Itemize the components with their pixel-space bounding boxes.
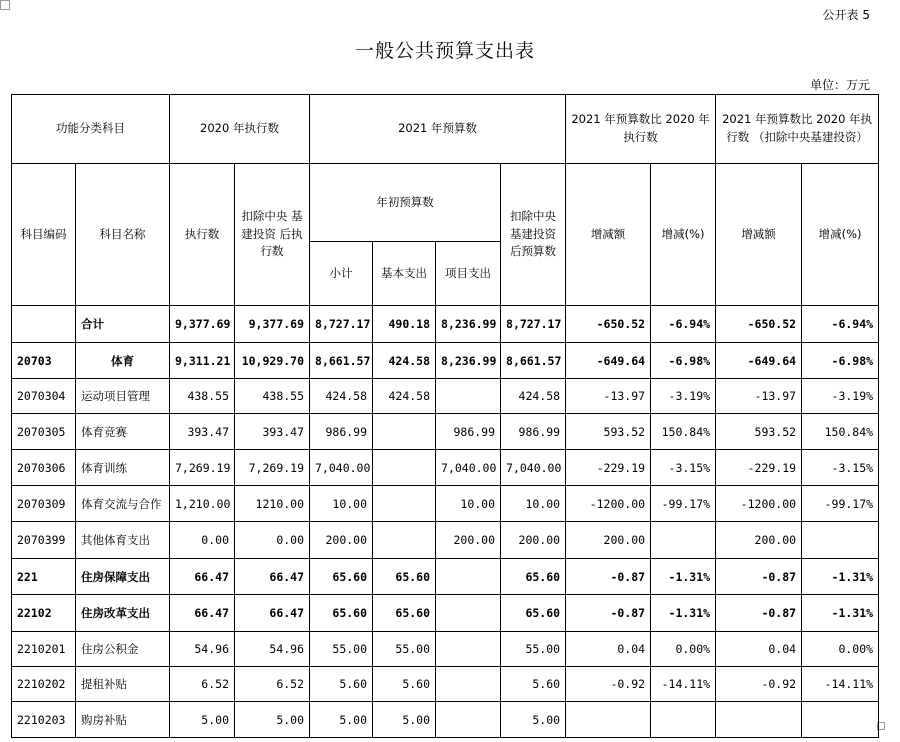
cell-change-percent: -6.94%	[651, 306, 716, 343]
cell-budget-excl: 424.58	[501, 379, 566, 414]
cell-change-percent-2	[802, 702, 879, 738]
header-compare-exec: 2021 年预算数比 2020 年执行数	[566, 95, 716, 164]
cell-change-amount: -650.52	[566, 306, 651, 343]
cell-project: 986.99	[436, 414, 501, 450]
cell-exec-excl: 9,377.69	[235, 306, 310, 343]
table-row	[12, 595, 879, 632]
cell-basic	[373, 486, 436, 522]
cell-code: 2070305	[12, 414, 76, 450]
cell-budget-excl: 55.00	[501, 632, 566, 667]
cell-change-amount-2: -649.64	[716, 343, 802, 379]
cell-name: 体育竞赛	[76, 414, 170, 450]
cell-change-amount-2: -229.19	[716, 450, 802, 486]
cell-budget-excl: 5.00	[501, 702, 566, 738]
cell-basic: 5.60	[373, 667, 436, 702]
cell-name: 住房改革支出	[76, 595, 170, 632]
cell-change-amount: 593.52	[566, 414, 651, 450]
cell-change-percent: 150.84%	[651, 414, 716, 450]
cell-budget-excl: 10.00	[501, 486, 566, 522]
cell-subtotal: 200.00	[310, 522, 373, 559]
cell-budget-excl: 7,040.00	[501, 450, 566, 486]
cell-code: 2210201	[12, 632, 76, 667]
cell-name: 其他体育支出	[76, 522, 170, 559]
cell-exec: 438.55	[170, 379, 235, 414]
cell-change-amount-2: 200.00	[716, 522, 802, 559]
table-row	[12, 702, 879, 738]
cell-basic: 490.18	[373, 306, 436, 343]
cell-project: 10.00	[436, 486, 501, 522]
cell-budget-excl: 8,661.57	[501, 343, 566, 379]
cell-exec-excl: 0.00	[235, 522, 310, 559]
cell-exec: 0.00	[170, 522, 235, 559]
budget-table	[11, 94, 879, 738]
cell-subtotal: 986.99	[310, 414, 373, 450]
header-name: 科目名称	[76, 164, 170, 306]
cell-exec: 66.47	[170, 559, 235, 595]
cell-exec: 5.00	[170, 702, 235, 738]
table-row	[12, 486, 879, 522]
cell-exec-excl: 54.96	[235, 632, 310, 667]
header-subject: 功能分类科目	[12, 95, 170, 164]
table-row	[12, 414, 879, 450]
cell-subtotal: 65.60	[310, 595, 373, 632]
cell-change-amount: -13.97	[566, 379, 651, 414]
header-basic: 基本支出	[373, 242, 436, 306]
cell-exec: 9,311.21	[170, 343, 235, 379]
cell-change-percent-2: -1.31%	[802, 559, 879, 595]
cell-name: 体育	[76, 343, 170, 379]
cell-change-amount: -0.87	[566, 595, 651, 632]
cell-change-amount: -0.87	[566, 559, 651, 595]
cell-change-amount	[566, 702, 651, 738]
header-exec: 执行数	[170, 164, 235, 306]
header-change-percent-2: 增减(%)	[802, 164, 879, 306]
cell-change-amount: 0.04	[566, 632, 651, 667]
cell-subtotal: 7,040.00	[310, 450, 373, 486]
cell-change-percent: -99.17%	[651, 486, 716, 522]
cell-exec: 66.47	[170, 595, 235, 632]
cell-change-amount: -649.64	[566, 343, 651, 379]
cell-exec: 54.96	[170, 632, 235, 667]
cell-project	[436, 702, 501, 738]
cell-change-percent-2: 0.00%	[802, 632, 879, 667]
cell-budget-excl: 65.60	[501, 595, 566, 632]
cell-basic	[373, 414, 436, 450]
cell-budget-excl: 65.60	[501, 559, 566, 595]
cell-change-amount: -0.92	[566, 667, 651, 702]
cell-change-percent-2: -99.17%	[802, 486, 879, 522]
cell-name: 提租补贴	[76, 667, 170, 702]
cell-exec: 393.47	[170, 414, 235, 450]
cell-budget-excl: 5.60	[501, 667, 566, 702]
table-body	[12, 306, 879, 738]
cell-exec-excl: 438.55	[235, 379, 310, 414]
table-row	[12, 559, 879, 595]
cell-name: 运动项目管理	[76, 379, 170, 414]
cell-project: 7,040.00	[436, 450, 501, 486]
cell-code: 2070399	[12, 522, 76, 559]
cell-name: 购房补贴	[76, 702, 170, 738]
cell-change-percent	[651, 702, 716, 738]
cell-exec-excl: 66.47	[235, 595, 310, 632]
unit-label: 单位：万元	[809, 78, 870, 92]
cell-change-percent: -6.98%	[651, 343, 716, 379]
cell-change-percent-2: -6.94%	[802, 306, 879, 343]
cell-code: 2070306	[12, 450, 76, 486]
header-code: 科目编码	[12, 164, 76, 306]
cell-change-amount-2: -13.97	[716, 379, 802, 414]
header-compare-excl: 2021 年预算数比 2020 年执行数 （扣除中央基建投资）	[716, 95, 879, 164]
cell-change-amount-2: 593.52	[716, 414, 802, 450]
cell-change-amount: -1200.00	[566, 486, 651, 522]
cell-change-percent-2: 150.84%	[802, 414, 879, 450]
cell-change-percent-2: -3.19%	[802, 379, 879, 414]
cell-exec-excl: 66.47	[235, 559, 310, 595]
cell-name: 体育训练	[76, 450, 170, 486]
cell-basic: 424.58	[373, 379, 436, 414]
cell-code: 20703	[12, 343, 76, 379]
cell-change-amount-2	[716, 702, 802, 738]
page-title: 一般公共预算支出表	[354, 40, 535, 62]
cell-subtotal: 5.00	[310, 702, 373, 738]
cell-project: 8,236.99	[436, 343, 501, 379]
cell-subtotal: 10.00	[310, 486, 373, 522]
cell-code	[12, 306, 76, 343]
cell-change-percent: 0.00%	[651, 632, 716, 667]
table-number: 公开表 5	[822, 8, 870, 22]
cell-change-percent-2: -1.31%	[802, 595, 879, 632]
header-initial-budget: 年初预算数	[310, 164, 501, 242]
cell-project	[436, 379, 501, 414]
header-subtotal: 小计	[310, 242, 373, 306]
header-change-amount-2: 增减额	[716, 164, 802, 306]
table-row	[12, 343, 879, 379]
cell-change-percent-2: -6.98%	[802, 343, 879, 379]
cell-code: 2070309	[12, 486, 76, 522]
header-change-amount: 增减额	[566, 164, 651, 306]
table-row	[12, 450, 879, 486]
cell-name: 合计	[76, 306, 170, 343]
cell-budget-excl: 200.00	[501, 522, 566, 559]
cell-name: 住房保障支出	[76, 559, 170, 595]
cell-exec-excl: 1210.00	[235, 486, 310, 522]
cell-change-amount-2: -0.87	[716, 595, 802, 632]
table-row	[12, 632, 879, 667]
cell-change-percent: -1.31%	[651, 595, 716, 632]
cell-change-amount-2: -650.52	[716, 306, 802, 343]
cell-subtotal: 424.58	[310, 379, 373, 414]
table-row	[12, 667, 879, 702]
table-row	[12, 522, 879, 559]
cell-change-percent: -14.11%	[651, 667, 716, 702]
cell-budget-excl: 8,727.17	[501, 306, 566, 343]
cell-exec: 7,269.19	[170, 450, 235, 486]
cell-subtotal: 8,727.17	[310, 306, 373, 343]
cell-subtotal: 5.60	[310, 667, 373, 702]
corner-crop-mark	[0, 0, 10, 10]
cell-change-percent-2: -3.15%	[802, 450, 879, 486]
cell-code: 2210203	[12, 702, 76, 738]
cell-project	[436, 667, 501, 702]
cell-budget-excl: 986.99	[501, 414, 566, 450]
cell-project: 200.00	[436, 522, 501, 559]
cell-exec-excl: 6.52	[235, 667, 310, 702]
cell-exec: 1,210.00	[170, 486, 235, 522]
cell-exec: 9,377.69	[170, 306, 235, 343]
cell-change-amount-2: 0.04	[716, 632, 802, 667]
cell-basic: 65.60	[373, 595, 436, 632]
header-budget-2021: 2021 年预算数	[310, 95, 566, 164]
cell-code: 2210202	[12, 667, 76, 702]
cell-change-amount-2: -1200.00	[716, 486, 802, 522]
cell-change-amount-2: -0.87	[716, 559, 802, 595]
cell-code: 22102	[12, 595, 76, 632]
cell-change-percent: -3.15%	[651, 450, 716, 486]
cell-exec: 6.52	[170, 667, 235, 702]
cell-exec-excl: 7,269.19	[235, 450, 310, 486]
cell-code: 2070304	[12, 379, 76, 414]
cell-name: 体育交流与合作	[76, 486, 170, 522]
cell-project: 8,236.99	[436, 306, 501, 343]
cell-basic	[373, 450, 436, 486]
cell-exec-excl: 5.00	[235, 702, 310, 738]
cell-basic: 5.00	[373, 702, 436, 738]
cell-exec-excl: 393.47	[235, 414, 310, 450]
header-project: 项目支出	[436, 242, 501, 306]
table-row	[12, 306, 879, 343]
table-row	[12, 379, 879, 414]
header-budget-excl: 扣除中央 基建投资 后预算数	[501, 164, 566, 306]
cell-project	[436, 559, 501, 595]
cell-subtotal: 8,661.57	[310, 343, 373, 379]
header-exec-2020: 2020 年执行数	[170, 95, 310, 164]
header-change-percent: 增减(%)	[651, 164, 716, 306]
cell-change-percent	[651, 522, 716, 559]
cell-change-percent: -3.19%	[651, 379, 716, 414]
cell-basic: 55.00	[373, 632, 436, 667]
cell-basic	[373, 522, 436, 559]
cell-code: 221	[12, 559, 76, 595]
cell-change-percent-2	[802, 522, 879, 559]
header-exec-excl: 扣除中央 基建投资 后执行数	[235, 164, 310, 306]
cell-name: 住房公积金	[76, 632, 170, 667]
cell-basic: 424.58	[373, 343, 436, 379]
cell-project	[436, 595, 501, 632]
cell-subtotal: 65.60	[310, 559, 373, 595]
cell-change-percent-2: -14.11%	[802, 667, 879, 702]
cell-exec-excl: 10,929.70	[235, 343, 310, 379]
cell-change-amount: -229.19	[566, 450, 651, 486]
cell-subtotal: 55.00	[310, 632, 373, 667]
cell-change-amount: 200.00	[566, 522, 651, 559]
cell-change-percent: -1.31%	[651, 559, 716, 595]
cell-change-amount-2: -0.92	[716, 667, 802, 702]
cell-project	[436, 632, 501, 667]
cell-basic: 65.60	[373, 559, 436, 595]
